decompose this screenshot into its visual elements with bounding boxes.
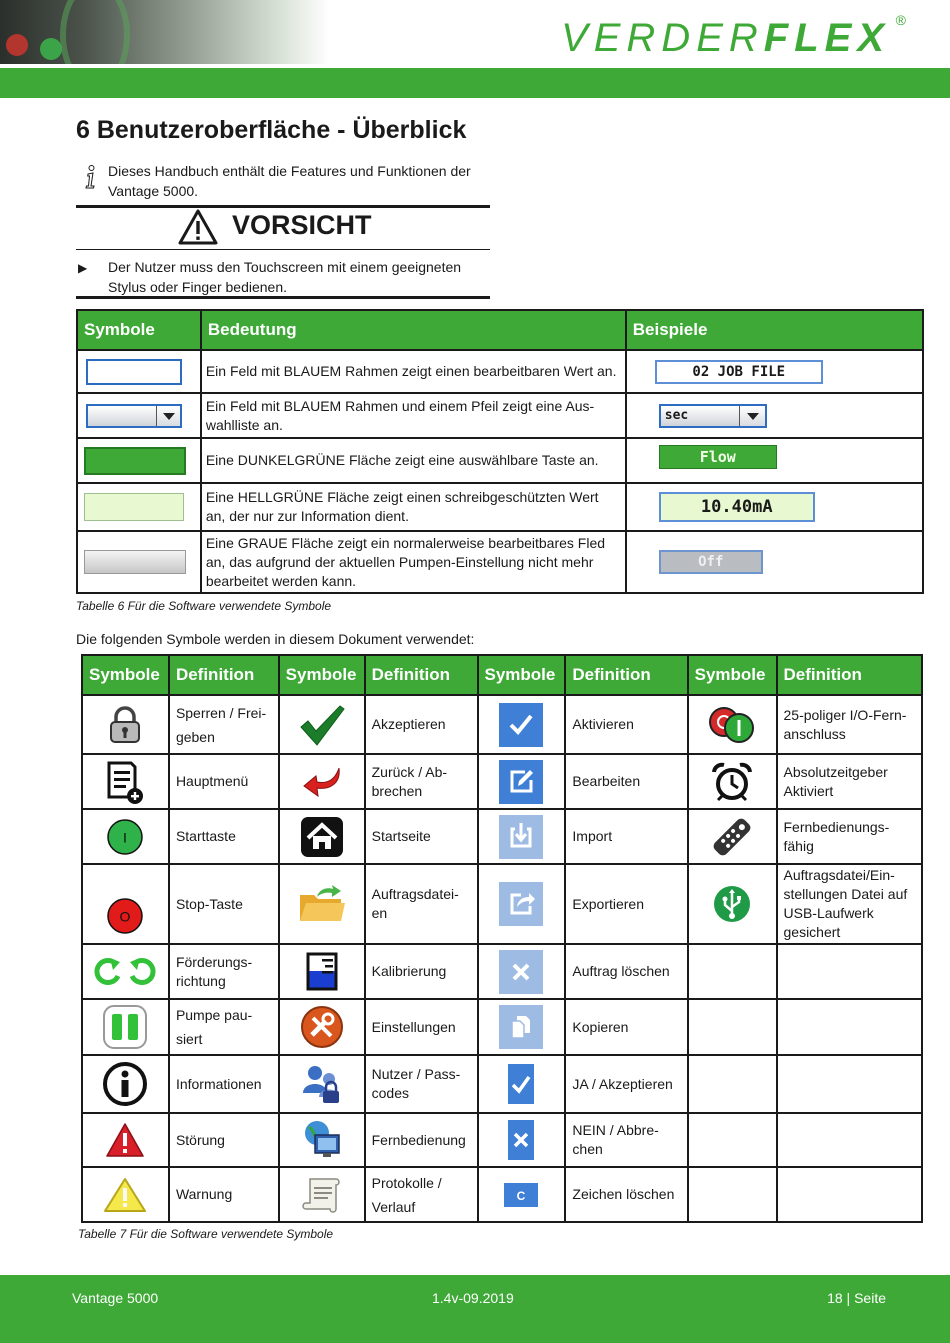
chevron-down-icon <box>156 406 180 426</box>
grey-field-sample <box>84 550 186 574</box>
table-row <box>82 809 922 864</box>
col-header-definition: Definition <box>365 655 478 695</box>
start-knob-graphic <box>40 38 62 60</box>
definition-cell: Protokolle / Verlauf <box>365 1167 478 1222</box>
chevron-down-icon <box>739 406 765 426</box>
definition-cell: Stop-Taste <box>169 864 279 944</box>
usb-icon <box>712 884 752 924</box>
clear-label: C <box>517 1188 526 1203</box>
back-arrow-icon <box>301 762 343 802</box>
meaning-cell: Eine GRAUE Fläche zeigt ein normalerweise bearbeitbares Fled an, das aufgrund der aktuellen Pumpen-Einstellung nicht mehr bearbeitet werden kann. <box>201 531 626 593</box>
definition-cell: Zurück / Ab-brechen <box>365 754 478 809</box>
beaker-icon <box>304 951 340 993</box>
table-row <box>77 483 923 531</box>
col-header-symbols: Symbole <box>688 655 777 695</box>
brand-logo: VERDERFLEX <box>561 16 890 60</box>
col-header-definition: Definition <box>565 655 687 695</box>
definition-cell: Informationen <box>169 1055 279 1113</box>
definition-cell: Hauptmenü <box>169 754 279 809</box>
col-header-symbols: Symbole <box>478 655 566 695</box>
table-row <box>77 438 923 483</box>
caution-title: VORSICHT <box>232 210 372 240</box>
clear-character-icon <box>504 1183 538 1207</box>
yes-accept-icon <box>508 1064 534 1104</box>
definition-cell: Auftragsdatei-en <box>365 864 478 944</box>
edit-icon <box>499 760 543 804</box>
main-menu-icon <box>105 759 145 805</box>
job-folder-icon <box>297 881 347 927</box>
header-photo <box>0 0 330 64</box>
home-icon <box>300 816 344 858</box>
activate-check-icon <box>499 703 543 747</box>
caution-rule-top <box>76 205 490 208</box>
footer-bar <box>0 1275 950 1343</box>
table-row <box>77 393 923 438</box>
col-header-examples: Beispiele <box>626 310 923 350</box>
definition-cell: 25-poliger I/O-Fern-anschluss <box>777 695 923 754</box>
information-icon <box>102 1061 148 1107</box>
meaning-cell: Ein Feld mit BLAUEM Rahmen zeigt einen bearbeitbaren Wert an. <box>201 350 626 393</box>
light-green-field-sample <box>84 493 184 521</box>
blue-frame-field-sample <box>86 359 182 385</box>
start-button-icon <box>106 818 144 856</box>
footer-product: Vantage 5000 <box>72 1290 159 1306</box>
stop-knob-graphic <box>6 34 28 56</box>
definition-cell: Förderungs-richtung <box>169 944 279 999</box>
copy-icon <box>499 1005 543 1049</box>
dropdown-sample <box>86 404 182 428</box>
caution-rule-mid <box>76 249 490 250</box>
table-row <box>82 695 922 754</box>
definition-cell: Aktivieren <box>565 695 687 754</box>
icon-definitions-table <box>81 654 923 1223</box>
table7-caption: Tabelle 7 Für die Software verwendete Symbole <box>78 1227 334 1241</box>
start-label: I <box>123 829 128 845</box>
definition-cell: Kopieren <box>565 999 687 1055</box>
page-title: 6 Benutzeroberfläche - Überblick <box>76 116 467 144</box>
registered-mark: ® <box>895 12 906 28</box>
settings-icon <box>299 1004 345 1050</box>
fault-icon <box>105 1122 145 1158</box>
definition-cell: Akzeptieren <box>365 695 478 754</box>
table-row <box>77 531 923 593</box>
definition-cell: Absolutzeitgeber Aktiviert <box>777 754 923 809</box>
unit-dropdown-example: sec <box>659 404 767 428</box>
footer-version: 1.4v-09.2019 <box>432 1290 514 1306</box>
meaning-cell: Ein Feld mit BLAUEM Rahmen und einem Pfeil zeigt eine Aus-wahlliste an. <box>201 393 626 438</box>
flow-direction-icon <box>91 954 159 990</box>
definition-cell: Nutzer / Pass-codes <box>365 1055 478 1113</box>
definition-cell: Warnung <box>169 1167 279 1222</box>
col-header-symbols: Symbole <box>82 655 169 695</box>
remote-monitor-icon <box>301 1119 343 1161</box>
log-scroll-icon <box>300 1173 344 1217</box>
table6-caption: Tabelle 6 Für die Software verwendete Symbole <box>76 599 332 613</box>
definition-cell: Startseite <box>365 809 478 864</box>
user-passcode-icon <box>301 1063 343 1105</box>
definition-cell: Auftrag löschen <box>565 944 687 999</box>
col-header-meaning: Bedeutung <box>201 310 626 350</box>
table-row <box>82 999 922 1055</box>
definition-cell: Fernbedienung <box>365 1113 478 1167</box>
job-file-field-example: 02 JOB FILE <box>655 360 823 384</box>
symbols-table <box>76 309 924 594</box>
padlock-icon <box>107 706 143 744</box>
table-row <box>82 864 922 944</box>
disabled-field-example: Off <box>659 550 763 574</box>
col-header-definition: Definition <box>169 655 279 695</box>
table-header-row <box>82 655 922 695</box>
pump-arc-graphic <box>60 0 130 64</box>
intro-text: Die folgenden Symbole werden in diesem Dokument verwendet: <box>76 631 475 647</box>
delete-job-icon <box>499 950 543 994</box>
dark-green-button-sample <box>84 447 186 475</box>
definition-cell: Exportieren <box>565 864 687 944</box>
warning-icon <box>102 1176 148 1214</box>
info-note-text: Dieses Handbuch enthält die Features und Funktionen der Vantage 5000. <box>108 163 471 199</box>
bullet-arrow-icon: ▶ <box>78 261 88 275</box>
flow-button-example: Flow <box>659 445 777 469</box>
pause-icon <box>102 1004 148 1050</box>
no-cancel-icon <box>508 1120 534 1160</box>
readonly-value-example: 10.40mA <box>659 492 815 522</box>
remote-control-icon <box>709 814 755 860</box>
table-row <box>82 944 922 999</box>
meaning-cell: Eine DUNKELGRÜNE Fläche zeigt eine auswählbare Taste an. <box>201 438 626 483</box>
col-header-symbols: Symbole <box>77 310 201 350</box>
col-header-definition: Definition <box>777 655 923 695</box>
info-note-icon <box>82 164 98 190</box>
warning-triangle-icon <box>177 208 219 246</box>
definition-cell: Kalibrierung <box>365 944 478 999</box>
definition-cell: Auftragsdatei/Ein-stellungen Datei auf USB-Laufwerk gesichert <box>777 864 923 944</box>
definition-cell: Import <box>565 809 687 864</box>
footer-page-number: 18 | Seite <box>827 1290 886 1306</box>
header-bar <box>0 68 950 98</box>
table-row <box>82 1167 922 1222</box>
definition-cell: Einstellungen <box>365 999 478 1055</box>
col-header-symbols: Symbole <box>279 655 365 695</box>
io-connector-icon <box>707 706 757 744</box>
definition-cell: Sperren / Frei-geben <box>169 695 279 754</box>
definition-cell: Zeichen löschen <box>565 1167 687 1222</box>
table-row <box>82 1113 922 1167</box>
stop-label: O <box>120 908 131 925</box>
definition-cell: Pumpe pau-siert <box>169 999 279 1055</box>
alarm-clock-icon <box>710 762 754 802</box>
checkmark-icon <box>298 703 346 747</box>
table-row <box>77 350 923 393</box>
stop-button-icon <box>105 874 145 934</box>
definition-cell: Störung <box>169 1113 279 1167</box>
meaning-cell: Eine HELLGRÜNE Fläche zeigt einen schreibgeschützten Wert an, der nur zur Information dient. <box>201 483 626 531</box>
definition-cell: Bearbeiten <box>565 754 687 809</box>
import-icon <box>499 815 543 859</box>
caution-text: Der Nutzer muss den Touchscreen mit einem geeigneten Stylus oder Finger bedienen. <box>108 259 462 295</box>
table-row <box>82 754 922 809</box>
definition-cell: JA / Akzeptieren <box>565 1055 687 1113</box>
export-icon <box>499 882 543 926</box>
caution-rule-bottom <box>76 296 490 299</box>
table-header-row <box>77 310 923 350</box>
definition-cell: Fernbedienungs-fähig <box>777 809 923 864</box>
table-row <box>82 1055 922 1113</box>
definition-cell: NEIN / Abbre-chen <box>565 1113 687 1167</box>
definition-cell: Starttaste <box>169 809 279 864</box>
